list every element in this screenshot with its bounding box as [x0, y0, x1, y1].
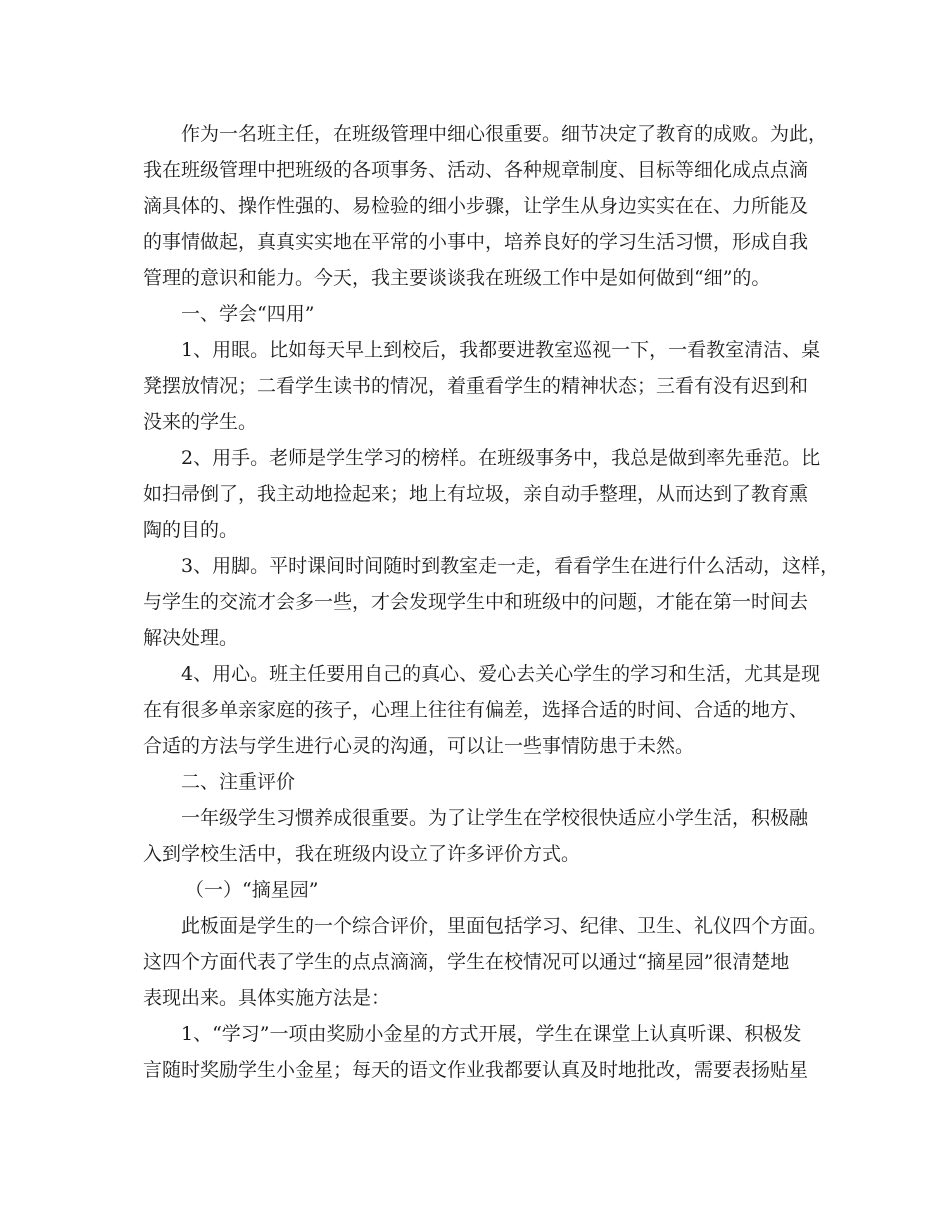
- text-line: 如扫帚倒了，我主动地捡起来；地上有垃圾，亲自动手整理，从而达到了教育熏: [143, 483, 809, 505]
- text-line: 滴具体的、操作性强的、易检验的细小步骤，让学生从身边实实在在、力所能及: [143, 195, 809, 217]
- text-line: 解决处理。: [143, 627, 239, 649]
- text-line: 的事情做起，真真实实地在平常的小事中，培养良好的学习生活习惯，形成自我: [143, 231, 809, 253]
- text-line: 作为一名班主任，在班级管理中细心很重要。细节决定了教育的成败。为此，: [181, 123, 828, 145]
- text-line: 入到学校生活中，我在班级内设立了许多评价方式。: [143, 843, 581, 865]
- text-line: 合适的方法与学生进行心灵的沟通，可以让一些事情防患于未然。: [143, 735, 695, 757]
- subsection-heading: （一）“摘星园”: [185, 879, 319, 901]
- text-line: 凳摆放情况；二看学生读书的情况，着重看学生的精神状态；三看有没有迟到和: [143, 375, 809, 397]
- text-line: 一年级学生习惯养成很重要。为了让学生在学校很快适应小学生活，积极融: [181, 807, 809, 829]
- text-line: 1、“学习”一项由奖励小金星的方式开展，学生在课堂上认真听课、积极发: [181, 1023, 802, 1045]
- text-line: 与学生的交流才会多一些，才会发现学生中和班级中的问题，才能在第一时间去: [143, 591, 809, 613]
- text-line: 言随时奖励学生小金星；每天的语文作业我都要认真及时地批改，需要表扬贴星: [143, 1059, 809, 1081]
- section-heading: 一、学会“四用”: [181, 303, 315, 325]
- section-heading: 二、注重评价: [181, 771, 296, 793]
- text-line: 3、用脚。平时课间时间随时到教室走一走，看看学生在进行什么活动，这样，: [181, 555, 840, 577]
- text-line: 1、用眼。比如每天早上到校后，我都要进教室巡视一下，一看教室清洁、桌: [181, 339, 821, 361]
- text-line: 此板面是学生的一个综合评价，里面包括学习、纪律、卫生、礼仪四个方面。: [181, 915, 828, 937]
- text-line: 陶的目的。: [143, 519, 239, 541]
- text-line: 4、用心。班主任要用自己的真心、爱心去关心学生的学习和生活，尤其是现: [181, 663, 821, 685]
- text-line: 我在班级管理中把班级的各项事务、活动、各种规章制度、目标等细化成点点滴: [143, 159, 809, 181]
- text-line: 这四个方面代表了学生的点点滴滴，学生在校情况可以通过“摘星园”很清楚地: [143, 951, 790, 973]
- text-line: 在有很多单亲家庭的孩子，心理上往往有偏差，选择合适的时间、合适的地方、: [143, 699, 809, 721]
- text-line: 表现出来。具体实施方法是：: [143, 987, 391, 1009]
- text-line: 管理的意识和能力。今天，我主要谈谈我在班级工作中是如何做到“细”的。: [143, 267, 771, 289]
- text-line: 没来的学生。: [143, 411, 258, 433]
- document-body: [143, 116, 840, 1088]
- text-line: 2、用手。老师是学生学习的榜样。在班级事务中，我总是做到率先垂范。比: [181, 447, 821, 469]
